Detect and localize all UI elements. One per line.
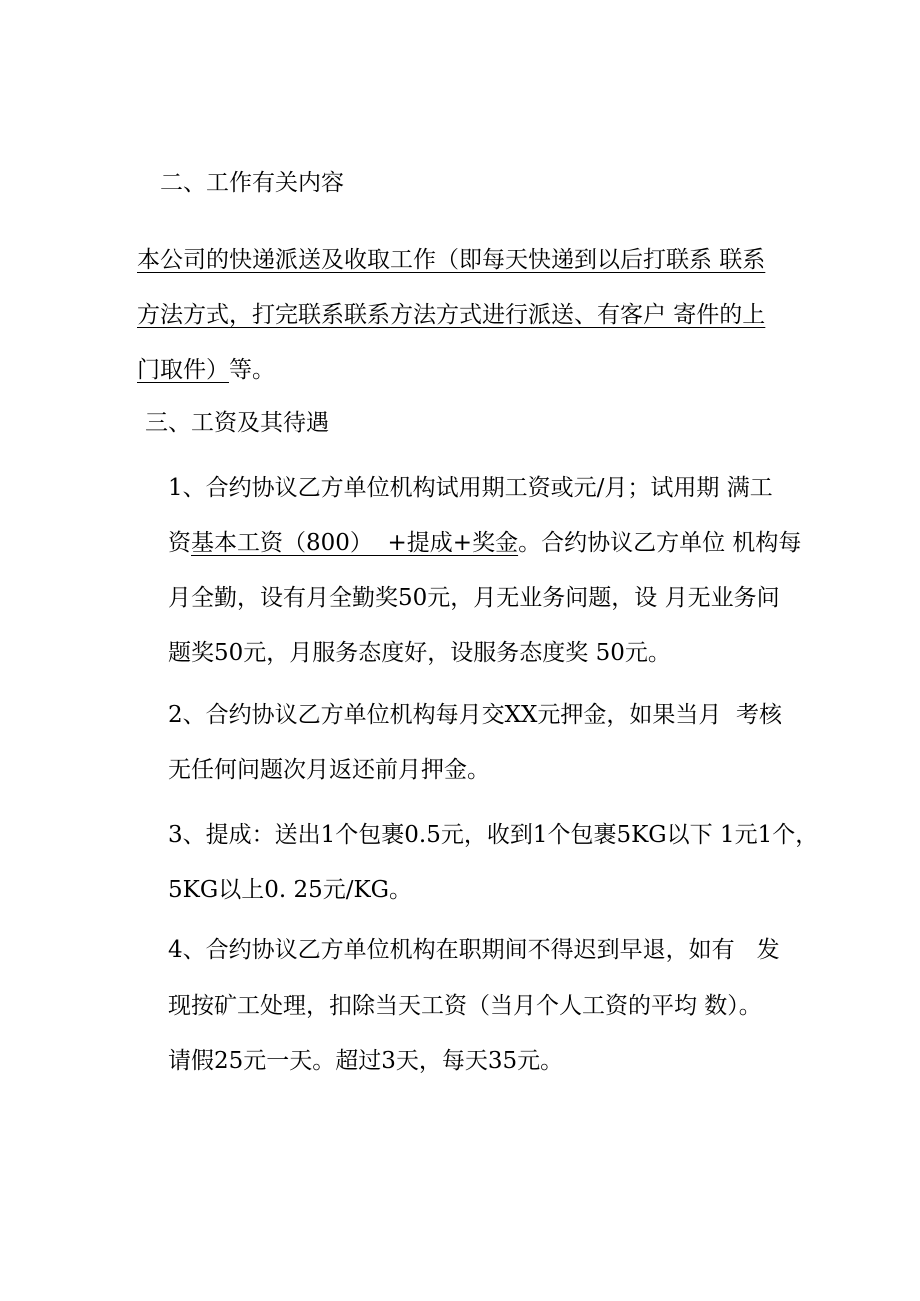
item-3-line-2: 5KG以上0. 25元/KG。: [168, 877, 413, 903]
item-1-line-1: 1、合约协议乙方单位机构试用期工资或元/月；试用期 满工: [168, 475, 773, 501]
item-2-line-2: 无任何问题次月返还前月押金。: [168, 757, 490, 783]
section-2-paragraph-line-2: 方法方式，打完联系联系方法方式进行派送、有客户 寄件的上: [137, 302, 766, 328]
item-3-line-1: 3、提成：送出1个包裹0.5元，收到1个包裹5KG以下 1元1个，: [168, 822, 819, 848]
item-4-line-3: 请假25元一天。超过3天，每天35元。: [168, 1048, 564, 1074]
item-1-underlined-text: 基本工资（800） +提成+奖金: [191, 530, 519, 556]
item-1-line-3: 月全勤，设有月全勤奖50元，月无业务问题，设 月无业务问: [168, 585, 780, 611]
item-2-line-1: 2、合约协议乙方单位机构每月交XX元押金，如果当月 考核: [168, 702, 783, 728]
item-1-line-2: [168, 532, 801, 555]
item-4-line-1: 4、合约协议乙方单位机构在职期间不得迟到早退，如有 发: [168, 937, 780, 963]
section-2-underlined-text: 门取件）: [137, 357, 229, 383]
section-2-text: 等。: [229, 357, 275, 383]
section-2-heading: 二、工作有关内容: [160, 170, 344, 196]
item-1-line-4: 题奖50元，月服务态度好，设服务态度奖 50元。: [168, 640, 671, 666]
item-1-text: 资: [168, 530, 191, 556]
item-4-line-2: 现按矿工处理，扣除当天工资（当月个人工资的平均 数）。: [168, 993, 762, 1019]
section-2-paragraph-line-3: [137, 359, 275, 382]
section-3-heading: 三、工资及其待遇: [145, 410, 329, 436]
section-2-paragraph-line-1: 本公司的快递派送及收取工作（即每天快递到以后打联系 联系: [137, 247, 766, 273]
item-1-text-rest: 。合约协议乙方单位 机构每: [518, 530, 802, 556]
